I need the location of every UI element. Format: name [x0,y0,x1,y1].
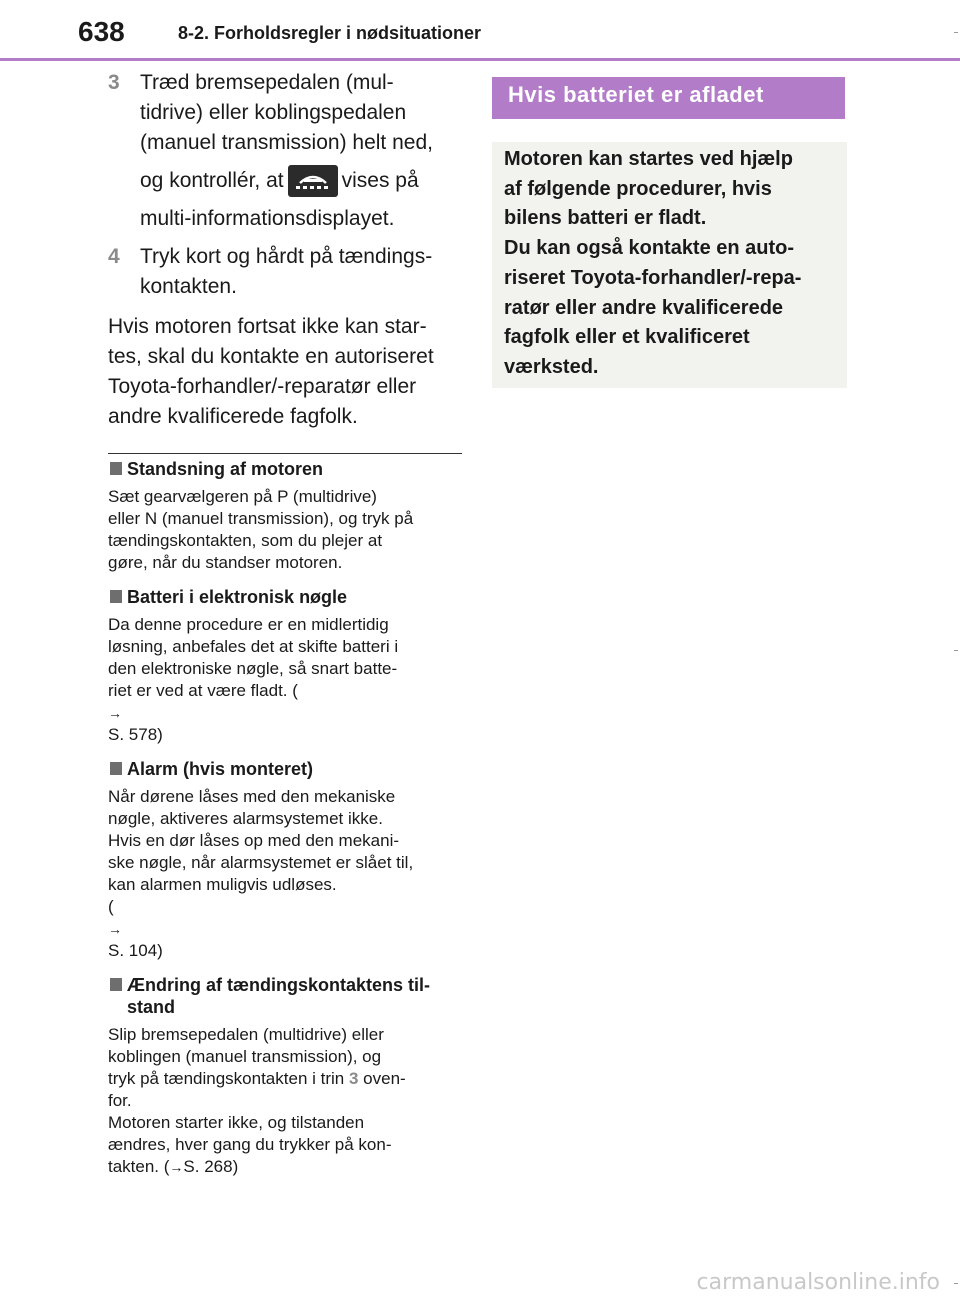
note-line: Når dørene låses med den mekaniske [108,787,396,806]
header-rule [0,58,960,61]
note-ref-line [108,896,462,962]
note-line: for. [108,1091,132,1110]
body-paragraph [108,312,462,432]
note-heading-text: Batteri i elektronisk nøgle [127,587,348,607]
step-line: tidrive) eller koblingspedalen [140,101,407,124]
edge-mark [954,650,958,651]
arrow-right-icon: → [169,1159,184,1175]
battery-info-box [492,142,847,388]
info-line: værksted. [504,355,599,378]
info-line: af følgende procedurer, hvis [504,177,772,200]
ref-prefix: ( [108,897,114,916]
note-line: eller N (manuel transmission), og tryk på [108,509,414,528]
note-heading-text: Ændring af tændingskontaktens til- [127,975,431,995]
page-header [0,0,960,62]
trin-number: 3 [348,1069,359,1088]
note-line: Sæt gearvælgeren på P (multidrive) [108,487,377,506]
step-4 [108,242,462,302]
edge-mark [954,32,958,33]
note-line: gøre, når du standser motoren. [108,553,343,572]
paragraph-line: Hvis motoren fortsat ikke kan star- [108,315,427,338]
note-standsning [108,458,462,574]
note-line: ændres, hver gang du trykker på kon- [108,1135,392,1154]
note-line: koblingen (manuel transmission), og [108,1047,382,1066]
bullet-square-icon [110,462,122,475]
trin-suffix: oven- [363,1069,406,1088]
step-line: kontakten. [140,275,237,298]
edge-mark [954,1283,958,1284]
page-ref-link[interactable]: S. 104) [108,941,163,960]
step-number: 3 [108,71,120,94]
note-line: Hvis en dør låses op med den mekani- [108,831,400,850]
battery-section-banner: Hvis batteriet er afladet [492,77,845,119]
paragraph-line: andre kvalificerede fagfolk. [108,405,358,428]
info-line: bilens batteri er fladt. [504,207,707,230]
note-body [108,1024,462,1178]
note-ref-line [108,1156,462,1178]
step-line-text: vises på [341,169,419,192]
paragraph-line: Toyota-forhandler/-reparatør eller [108,375,417,398]
step-line: Tryk kort og hårdt på tændings- [140,245,433,268]
section-title: 8-2. Forholdsregler i nødsituationer [178,23,482,43]
bullet-square-icon [110,590,122,603]
note-heading [108,974,462,1018]
section-divider [108,453,462,454]
info-line: fagfolk eller et kvalificeret [504,326,750,349]
main-column [108,68,462,432]
step-line: (manuel transmission) helt ned, [140,131,433,154]
trin-prefix: tryk på tændingskontakten i trin [108,1069,345,1088]
note-line: kan alarmen muligvis udløses. [108,875,337,894]
note-alarm [108,758,462,962]
ref-prefix: takten. ( [108,1157,170,1176]
note-line: ske nøgle, når alarmsystemet er slået til, [108,853,414,872]
paragraph-line: tes, skal du kontakte en autoriseret [108,345,434,368]
page-ref-link[interactable]: S. 268) [183,1157,239,1176]
bullet-square-icon [110,762,122,775]
note-line: løsning, anbefales det at skifte batteri i [108,637,399,656]
arrow-right-icon: → [108,921,122,937]
page-ref-link[interactable]: S. 578) [108,725,163,744]
note-aendring [108,974,462,1178]
note-ref-line [108,680,462,746]
step-line-text: og kontrollér, at [140,169,284,192]
note-heading-text: Standsning af motoren [127,459,324,479]
info-line: Du kan også kontakte en auto- [504,237,795,260]
arrow-right-icon: → [108,705,122,721]
note-line-with-step [108,1068,462,1090]
note-line: Slip bremsepedalen (multidrive) eller [108,1025,384,1044]
ref-prefix: riet er ved at være fladt. ( [108,681,298,700]
watermark: carmanualsonline.info [696,1270,940,1295]
note-heading [108,458,462,480]
info-line: ratør eller andre kvalificerede [504,296,784,319]
notes-section [108,458,462,1190]
note-line: nøgle, aktiveres alarmsystemet ikke. [108,809,383,828]
note-line: Motoren starter ikke, og tilstanden [108,1113,365,1132]
bullet-square-icon [110,978,122,991]
note-batteri [108,586,462,746]
note-line: den elektroniske nøgle, så snart batte- [108,659,398,678]
note-body [108,614,462,746]
step-3 [108,68,462,234]
note-line: Da denne procedure er en midlertidig [108,615,389,634]
note-line: tændingskontakten, som du plejer at [108,531,383,550]
info-line: Motoren kan startes ved hjælp [504,148,793,170]
step-line: Træd bremsepedalen (mul- [140,71,394,94]
note-body [108,486,462,574]
key-indicator-icon [288,165,338,197]
step-line-with-icon [140,158,462,204]
note-body [108,786,462,962]
info-line: riseret Toyota-forhandler/-repa- [504,266,802,289]
step-number: 4 [108,245,120,268]
note-heading-text: stand [127,997,176,1017]
note-heading [108,586,462,608]
note-heading [108,758,462,780]
note-heading-text: Alarm (hvis monteret) [127,759,314,779]
page-number: 638 [78,16,125,47]
step-line: multi-informationsdisplayet. [140,207,395,230]
